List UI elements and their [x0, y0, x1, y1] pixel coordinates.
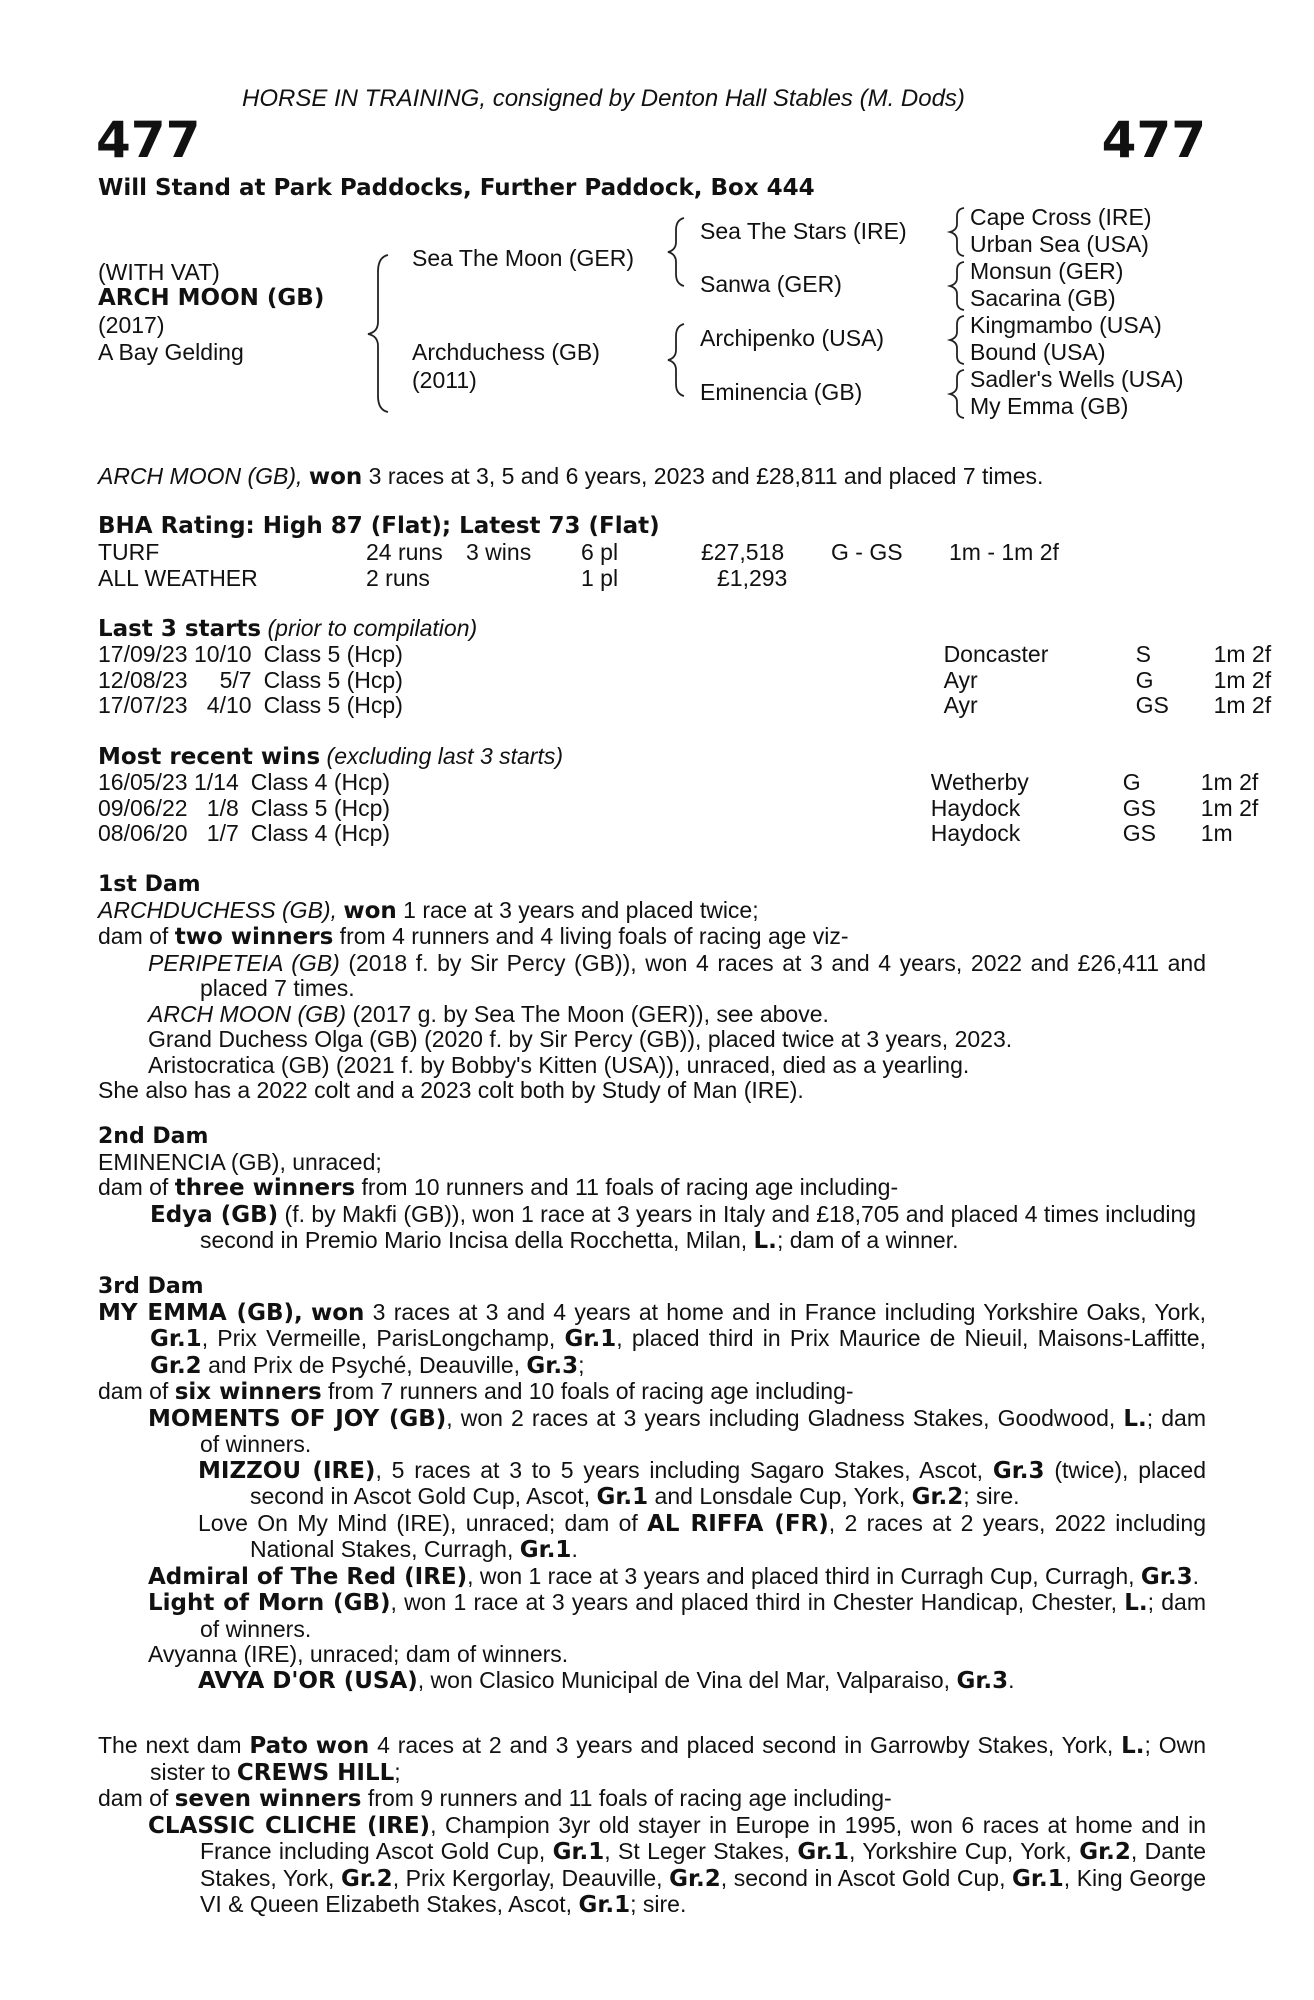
win-class: Class 5 (Hcp): [250, 794, 391, 821]
rating-row-aw: [98, 566, 1059, 592]
brace-main: [368, 255, 388, 412]
produce-name: Edya (GB): [150, 1201, 279, 1228]
text: , won 1 race at 3 years and placed third in Chester Handicap, Chester,: [390, 1589, 1125, 1615]
pedigree-sire-sire: Sea The Stars (IRE): [700, 218, 907, 244]
produce-love-on-my-mind: [98, 1511, 1206, 1564]
text: , won 2 races at 3 years including Gladness Stakes, Goodwood,: [446, 1404, 1124, 1431]
produce-classic-cliche: [98, 1813, 1206, 1919]
group-label: Gr.3: [1140, 1563, 1193, 1590]
text: , won Clasico Municipal de Vina del Mar, Valparaiso,: [417, 1666, 957, 1693]
group-label: Gr.3: [956, 1667, 1009, 1694]
text: ; sire.: [630, 1891, 687, 1917]
winners-count: six winners: [174, 1379, 322, 1405]
pedigree-g8: My Emma (GB): [970, 393, 1129, 419]
text: from 9 runners and 11 foals of racing age including-: [361, 1785, 892, 1811]
start-going: GS: [1135, 692, 1169, 718]
produce-text: (f. by Makfi (GB)), won 1 race at 3 years in Italy and £18,705 and placed 4 times including second in Premio Mario Incisa della Rocchetta, Milan,: [200, 1200, 1197, 1253]
recent-wins-table: [98, 770, 1258, 847]
pedigree-dam-sire: Archipenko (USA): [700, 325, 885, 351]
pedigree-g5: Kingmambo (USA): [970, 312, 1162, 338]
win-position: 1/7: [206, 820, 239, 846]
pedigree-sire-dam: Sanwa (GER): [700, 271, 842, 297]
produce-peripeteia: [98, 951, 1206, 1002]
next-dam-section: [98, 1733, 1206, 1919]
horse-description: A Bay Gelding: [98, 339, 244, 365]
rating-prize: £27,518: [701, 539, 785, 565]
produce-avya-dor: [98, 1668, 1206, 1695]
last3-note: (prior to compilation): [267, 615, 478, 641]
text: ;: [394, 1758, 401, 1785]
pedigree-g4: Sacarina (GB): [970, 285, 1116, 311]
pedigree-dam-dam: Eminencia (GB): [700, 379, 863, 405]
listed-label: L.: [1121, 1733, 1145, 1759]
text: , Prix Vermeille, ParisLongchamp,: [201, 1325, 565, 1351]
produce-name: PERIPETEIA (GB): [148, 949, 340, 976]
pedigree-sire: Sea The Moon (GER): [412, 245, 635, 271]
start-class: Class 5 (Hcp): [263, 692, 403, 718]
lot-number-right: 477: [1101, 111, 1206, 169]
start-distance: 1m 2f: [1213, 692, 1272, 718]
group-label: Gr.2: [150, 1352, 202, 1379]
third-dam-title: 3rd Dam: [98, 1274, 204, 1299]
brace-sire: [668, 218, 684, 286]
text: The next dam: [98, 1732, 250, 1758]
third-dam-produce-summary: [98, 1379, 1206, 1406]
produce-text: (2018 f. by Sir Percy (GB)), won 4 races at 3 and 4 years, 2022 and £26,411 and placed 7 times.: [200, 949, 1206, 1001]
first-dam-section: [98, 872, 1206, 1104]
win-distance: 1m: [1200, 820, 1233, 846]
produce-grand-duchess-olga: Grand Duchess Olga (GB) (2020 f. by Sir Percy (GB)), placed twice at 3 years, 2023.: [148, 1026, 1013, 1052]
brace-g3: [950, 316, 964, 364]
recent-row: [98, 796, 1258, 822]
recent-row: [98, 821, 1258, 847]
won-label: won: [315, 1733, 370, 1759]
bha-rating-title: BHA Rating: High 87 (Flat); Latest 73 (Flat): [98, 513, 660, 539]
group-label: Gr.3: [526, 1352, 579, 1379]
text: Love On My Mind (IRE), unraced; dam of: [198, 1509, 648, 1536]
won-label: won: [310, 1299, 365, 1326]
last3-row: [98, 693, 1271, 719]
consignor-line: HORSE IN TRAINING, consigned by Denton Hall Stables (M. Dods): [242, 85, 965, 112]
produce-admiral-of-the-red: [98, 1564, 1206, 1591]
text: , Champion 3yr old stayer in Europe in 1995, won 6 races at home and in France including Ascot Gold Cup,: [200, 1811, 1206, 1864]
group-label: Gr.1: [519, 1537, 572, 1563]
third-dam-name: MY EMMA (GB),: [98, 1299, 303, 1326]
produce-name: ARCH MOON (GB): [148, 1000, 347, 1027]
text: , Yorkshire Cup, York,: [849, 1838, 1080, 1864]
rating-distance: [949, 566, 1059, 592]
first-dam-foals-note: She also has a 2022 colt and a 2023 colt both by Study of Man (IRE).: [98, 1077, 804, 1103]
listed-label: L.: [1124, 1590, 1148, 1616]
produce-name: CLASSIC CLICHE (IRE): [148, 1812, 431, 1839]
win-going: G: [1122, 769, 1141, 795]
brace-g2: [950, 262, 964, 310]
produce-name: Light of Morn (GB): [148, 1590, 391, 1616]
summary-won: won: [308, 464, 363, 490]
next-dam-produce-summary: [98, 1786, 1206, 1813]
rating-runs: 24 runs: [366, 539, 443, 565]
summary-horse-name: ARCH MOON (GB),: [98, 463, 303, 489]
start-course: Ayr: [943, 692, 978, 718]
winners-count: three winners: [174, 1175, 356, 1201]
recent-wins-note: (excluding last 3 starts): [326, 743, 564, 769]
group-label: Gr.1: [564, 1326, 617, 1352]
produce-text: ; dam of a winner.: [776, 1227, 959, 1253]
start-class: Class 5 (Hcp): [263, 641, 403, 667]
start-course: Doncaster: [943, 641, 1049, 667]
first-dam-record: [98, 898, 1206, 925]
produce-moments-of-joy: [98, 1406, 1206, 1458]
rating-runs: 2 runs: [366, 564, 430, 591]
winners-count: seven winners: [174, 1786, 362, 1812]
last3-row: [98, 642, 1271, 668]
win-class: Class 4 (Hcp): [250, 769, 391, 795]
win-distance: 1m 2f: [1200, 769, 1259, 795]
group-label: Gr.1: [578, 1892, 631, 1918]
listed-label: L.: [753, 1228, 777, 1254]
text: .: [571, 1536, 578, 1562]
brace-dam: [668, 324, 684, 396]
produce-light-of-morn: [98, 1590, 1206, 1642]
third-dam-section: [98, 1274, 1206, 1694]
produce-mizzou: [98, 1458, 1206, 1511]
text: , 5 races at 3 to 5 years including Sagaro Stakes, Ascot,: [375, 1456, 993, 1483]
last3-title: Last 3 starts: [98, 616, 262, 642]
group-label: Gr.2: [911, 1484, 964, 1510]
start-going: S: [1135, 641, 1151, 667]
produce-arch-moon: [98, 1002, 1206, 1028]
group-label: Gr.2: [669, 1865, 721, 1892]
text: ; sire.: [963, 1483, 1020, 1509]
rating-surface: ALL WEATHER: [98, 564, 258, 591]
start-distance: 1m 2f: [1213, 641, 1272, 667]
horse-year: (2017): [98, 312, 165, 338]
text: .: [1008, 1666, 1015, 1693]
pedigree-dam: Archduchess (GB): [412, 339, 600, 365]
stand-location: Will Stand at Park Paddocks, Further Paddock, Box 444: [98, 175, 815, 201]
text: dam of: [98, 1174, 175, 1200]
next-dam-name: Pato: [249, 1733, 308, 1759]
win-class: Class 4 (Hcp): [250, 820, 391, 846]
produce-name: MIZZOU (IRE): [198, 1457, 376, 1484]
produce-name: MOMENTS OF JOY (GB): [148, 1405, 447, 1432]
start-position: 10/10: [194, 641, 252, 667]
start-date: 17/07/23: [98, 692, 188, 718]
win-course: Haydock: [930, 794, 1021, 821]
second-dam-section: [98, 1124, 1206, 1255]
recent-row: [98, 770, 1258, 796]
group-label: Gr.3: [992, 1457, 1045, 1484]
rating-placed: 1 pl: [581, 564, 619, 591]
pedigree-g2: Urban Sea (USA): [970, 231, 1149, 257]
rating-distance: 1m - 1m 2f: [949, 539, 1059, 565]
text: 4 races at 2 and 3 years and placed second in Garrowby Stakes, York,: [369, 1732, 1122, 1758]
group-label: Gr.1: [596, 1484, 649, 1510]
first-dam-produce-summary: [98, 924, 1206, 951]
text: , placed third in Prix Maurice de Nieuil, Maisons-Laffitte,: [616, 1325, 1206, 1351]
group-label: Gr.1: [552, 1839, 605, 1865]
rating-wins: [466, 566, 581, 592]
win-position: 1/8: [206, 794, 239, 821]
produce-text: (2017 g. by Sea The Moon (GER)), see above.: [346, 1000, 829, 1027]
win-position: 1/14: [194, 769, 239, 795]
group-label: Gr.1: [797, 1839, 850, 1865]
produce-name: AL RIFFA (FR): [647, 1510, 829, 1537]
win-distance: 1m 2f: [1200, 794, 1259, 821]
text: ;: [578, 1351, 585, 1378]
text: (twice), placed second in Ascot Gold Cup, Ascot,: [250, 1456, 1206, 1509]
pedigree-g7: Sadler's Wells (USA): [970, 366, 1184, 392]
win-date: 09/06/22: [98, 794, 188, 821]
text: from 10 runners and 11 foals of racing age including-: [355, 1174, 899, 1200]
produce-edya: [98, 1202, 1206, 1255]
text: , Prix Kergorlay, Deauville,: [392, 1864, 670, 1891]
won-label: won: [343, 897, 397, 924]
start-going: G: [1135, 666, 1154, 693]
text: and Prix de Psyché, Deauville,: [201, 1351, 527, 1378]
text: dam of: [98, 923, 175, 949]
text: , won 1 race at 3 years and placed third in Curragh Cup, Curragh,: [467, 1562, 1141, 1589]
start-position: 4/10: [206, 692, 252, 718]
produce-aristocratica: Aristocratica (GB) (2021 f. by Bobby's Kitten (USA)), unraced, died as a yearling.: [148, 1051, 970, 1078]
rating-placed: 6 pl: [581, 539, 619, 565]
race-summary: [98, 464, 1043, 491]
text: and Lonsdale Cup, York,: [648, 1483, 912, 1509]
win-course: Haydock: [930, 820, 1021, 846]
pedigree-g3: Monsun (GER): [970, 258, 1124, 284]
text: ; Own sister to: [150, 1732, 1206, 1785]
text: dam of: [98, 1785, 175, 1811]
lot-number-left: 477: [96, 111, 201, 169]
rating-surface: TURF: [98, 539, 160, 565]
brace-g1: [950, 208, 964, 256]
win-course: Wetherby: [930, 769, 1029, 795]
text: ; dam of winners.: [200, 1589, 1207, 1642]
brace-g4: [950, 370, 964, 418]
text: from 7 runners and 10 foals of racing age including-: [321, 1378, 854, 1404]
second-dam-record: EMINENCIA (GB), unraced;: [98, 1148, 382, 1175]
win-going: GS: [1122, 794, 1156, 821]
listed-label: L.: [1123, 1405, 1147, 1432]
rating-row-turf: [98, 540, 1059, 566]
next-dam-record: [98, 1733, 1206, 1786]
summary-text: 3 races at 3, 5 and 6 years, 2023 and £28,811 and placed 7 times.: [362, 463, 1044, 489]
start-distance: 1m 2f: [1213, 666, 1272, 693]
text: , 2 races at 2 years, 2022 including National Stakes, Curragh,: [250, 1509, 1206, 1562]
last3-table: [98, 642, 1271, 719]
text: , St Leger Stakes,: [604, 1838, 798, 1864]
pedigree-g6: Bound (USA): [970, 339, 1106, 365]
start-date: 17/09/23: [98, 641, 188, 667]
text: , Dante Stakes, York,: [200, 1838, 1206, 1891]
text: .: [1192, 1562, 1199, 1589]
text: , King George VI & Queen Elizabeth Stakes, Ascot,: [200, 1864, 1207, 1917]
horse-name: ARCH MOON (GB): [98, 285, 325, 311]
pedigree-dam-year: (2011): [412, 367, 477, 393]
last3-heading: [98, 616, 477, 643]
second-dam-produce-summary: [98, 1175, 1206, 1202]
produce-name: Admiral of The Red (IRE): [148, 1563, 468, 1590]
last3-row: [98, 668, 1271, 694]
win-going: GS: [1122, 820, 1156, 846]
text: ; dam of winners.: [200, 1404, 1206, 1457]
start-class: Class 5 (Hcp): [263, 666, 403, 693]
win-date: 16/05/23: [98, 769, 188, 795]
second-dam-title: 2nd Dam: [98, 1124, 209, 1149]
first-dam-record-text: 1 race at 3 years and placed twice;: [396, 896, 759, 923]
rating-wins: 3 wins: [466, 539, 532, 565]
rating-going: G - GS: [831, 539, 903, 565]
recent-wins-heading: [98, 744, 563, 771]
rating-prize: £1,293: [717, 564, 788, 591]
produce-avyanna: Avyanna (IRE), unraced; dam of winners.: [148, 1641, 569, 1667]
pedigree-g1: Cape Cross (IRE): [970, 204, 1152, 230]
group-label: Gr.1: [1012, 1865, 1064, 1892]
group-label: Gr.2: [1079, 1839, 1131, 1865]
start-position: 5/7: [219, 666, 252, 693]
text: dam of: [98, 1378, 175, 1404]
group-label: Gr.2: [341, 1865, 393, 1892]
third-dam-record: [98, 1300, 1206, 1380]
text: , second in Ascot Gold Cup,: [720, 1864, 1013, 1891]
start-date: 12/08/23: [98, 666, 188, 693]
recent-wins-title: Most recent wins: [98, 744, 321, 770]
vat-label: (WITH VAT): [98, 259, 220, 285]
rating-going: [831, 566, 949, 592]
sibling-name: CREWS HILL: [236, 1759, 395, 1786]
text: 3 races at 3 and 4 years at home and in France including Yorkshire Oaks, York,: [364, 1298, 1206, 1325]
start-course: Ayr: [943, 666, 978, 693]
text: from 4 runners and 4 living foals of racing age viz-: [333, 923, 849, 949]
win-date: 08/06/20: [98, 820, 188, 846]
first-dam-name: ARCHDUCHESS (GB),: [98, 896, 337, 923]
produce-name: AVYA D'OR (USA): [198, 1667, 418, 1694]
winners-count: two winners: [174, 924, 334, 950]
first-dam-title: 1st Dam: [98, 872, 201, 897]
rating-table: [98, 540, 1059, 591]
group-label: Gr.1: [150, 1326, 202, 1352]
